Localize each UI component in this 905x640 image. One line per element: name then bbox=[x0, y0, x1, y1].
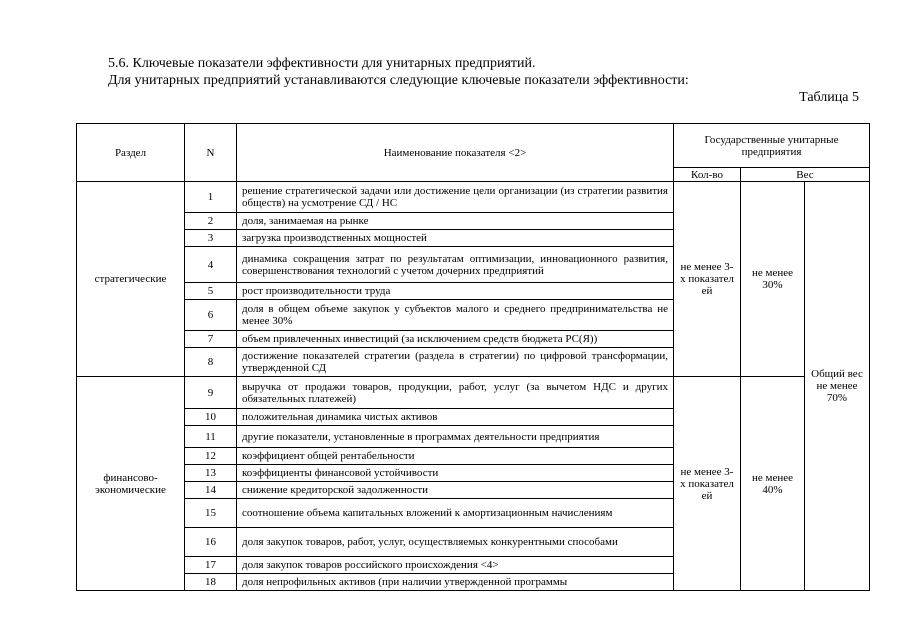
indicator-name: загрузка производственных мощностей bbox=[237, 230, 674, 247]
indicator-number: 8 bbox=[185, 348, 237, 377]
indicator-name: доля закупок товаров российского происхождения <4> bbox=[237, 557, 674, 574]
indicator-number: 15 bbox=[185, 499, 237, 528]
indicator-number: 2 bbox=[185, 213, 237, 230]
indicator-name: рост производительности труда bbox=[237, 283, 674, 300]
header-section: Раздел bbox=[77, 124, 185, 182]
indicator-name: положительная динамика чистых активов bbox=[237, 409, 674, 426]
indicator-name: соотношение объема капитальных вложений к амортизационным начислениям bbox=[237, 499, 674, 528]
indicator-number: 18 bbox=[185, 574, 237, 591]
section-weight: не менее 40% bbox=[741, 377, 805, 591]
indicator-name: доля, занимаемая на рынке bbox=[237, 213, 674, 230]
indicator-name: коэффициенты финансовой устойчивости bbox=[237, 465, 674, 482]
indicator-count: не менее 3-х показател ей bbox=[674, 182, 741, 377]
indicator-number: 1 bbox=[185, 182, 237, 213]
indicator-name: коэффициент общей рентабельности bbox=[237, 448, 674, 465]
table-label: Таблица 5 bbox=[799, 90, 859, 105]
page-crop bbox=[0, 600, 905, 640]
indicator-name: достижение показателей стратегии (раздела в стратегии) по цифровой трансформации, утвержденной СД bbox=[237, 348, 674, 377]
indicator-name: другие показатели, установленные в программах деятельности предприятия bbox=[237, 426, 674, 448]
indicator-name: доля в общем объеме закупок у субъектов малого и среднего предпринимательства не менее 30% bbox=[237, 300, 674, 331]
header-unitary-enterprises: Государственные унитарные предприятия bbox=[674, 124, 870, 168]
indicator-name: доля непрофильных активов (при наличии утвержденной программы bbox=[237, 574, 674, 591]
table-row bbox=[77, 377, 870, 409]
intro-sentence: Для унитарных предприятий устанавливаются следующие ключевые показатели эффективности: bbox=[108, 73, 689, 88]
indicator-number: 13 bbox=[185, 465, 237, 482]
header-indicator-name: Наименование показателя <2> bbox=[237, 124, 674, 182]
indicator-count: не менее 3-х показател ей bbox=[674, 377, 741, 591]
indicator-name: решение стратегической задачи или достижение цели организации (из стратегии развития обществ) на усмотрение СД / НС bbox=[237, 182, 674, 213]
indicator-number: 4 bbox=[185, 247, 237, 283]
indicator-number: 11 bbox=[185, 426, 237, 448]
indicator-name: динамика сокращения затрат по результатам оптимизации, инновационного развития, совершенствования технологий с учетом дочерних предприятий bbox=[237, 247, 674, 283]
section-label: стратегические bbox=[77, 182, 185, 377]
table-row bbox=[77, 182, 870, 213]
indicator-number: 9 bbox=[185, 377, 237, 409]
kpi-table-body bbox=[77, 182, 870, 591]
indicator-name: доля закупок товаров, работ, услуг, осуществляемых конкурентными способами bbox=[237, 528, 674, 557]
indicator-number: 3 bbox=[185, 230, 237, 247]
indicator-number: 12 bbox=[185, 448, 237, 465]
indicator-number: 17 bbox=[185, 557, 237, 574]
section-label: финансово-экономические bbox=[77, 377, 185, 591]
header-count: Кол-во bbox=[674, 168, 741, 182]
section-weight: не менее 30% bbox=[741, 182, 805, 377]
indicator-number: 14 bbox=[185, 482, 237, 499]
indicator-number: 6 bbox=[185, 300, 237, 331]
indicator-number: 16 bbox=[185, 528, 237, 557]
indicator-number: 10 bbox=[185, 409, 237, 426]
indicator-name: выручка от продажи товаров, продукции, работ, услуг (за вычетом НДС и других обязательных платежей) bbox=[237, 377, 674, 409]
indicator-name: снижение кредиторской задолженности bbox=[237, 482, 674, 499]
total-weight: Общий вес не менее 70% bbox=[805, 182, 870, 591]
indicator-number: 7 bbox=[185, 331, 237, 348]
section-heading: 5.6. Ключевые показатели эффективности для унитарных предприятий. bbox=[108, 56, 536, 71]
indicator-name: объем привлеченных инвестиций (за исключением средств бюджета РС(Я)) bbox=[237, 331, 674, 348]
indicator-number: 5 bbox=[185, 283, 237, 300]
kpi-table bbox=[76, 123, 870, 591]
header-number: N bbox=[185, 124, 237, 182]
header-weight: Вес bbox=[741, 168, 870, 182]
